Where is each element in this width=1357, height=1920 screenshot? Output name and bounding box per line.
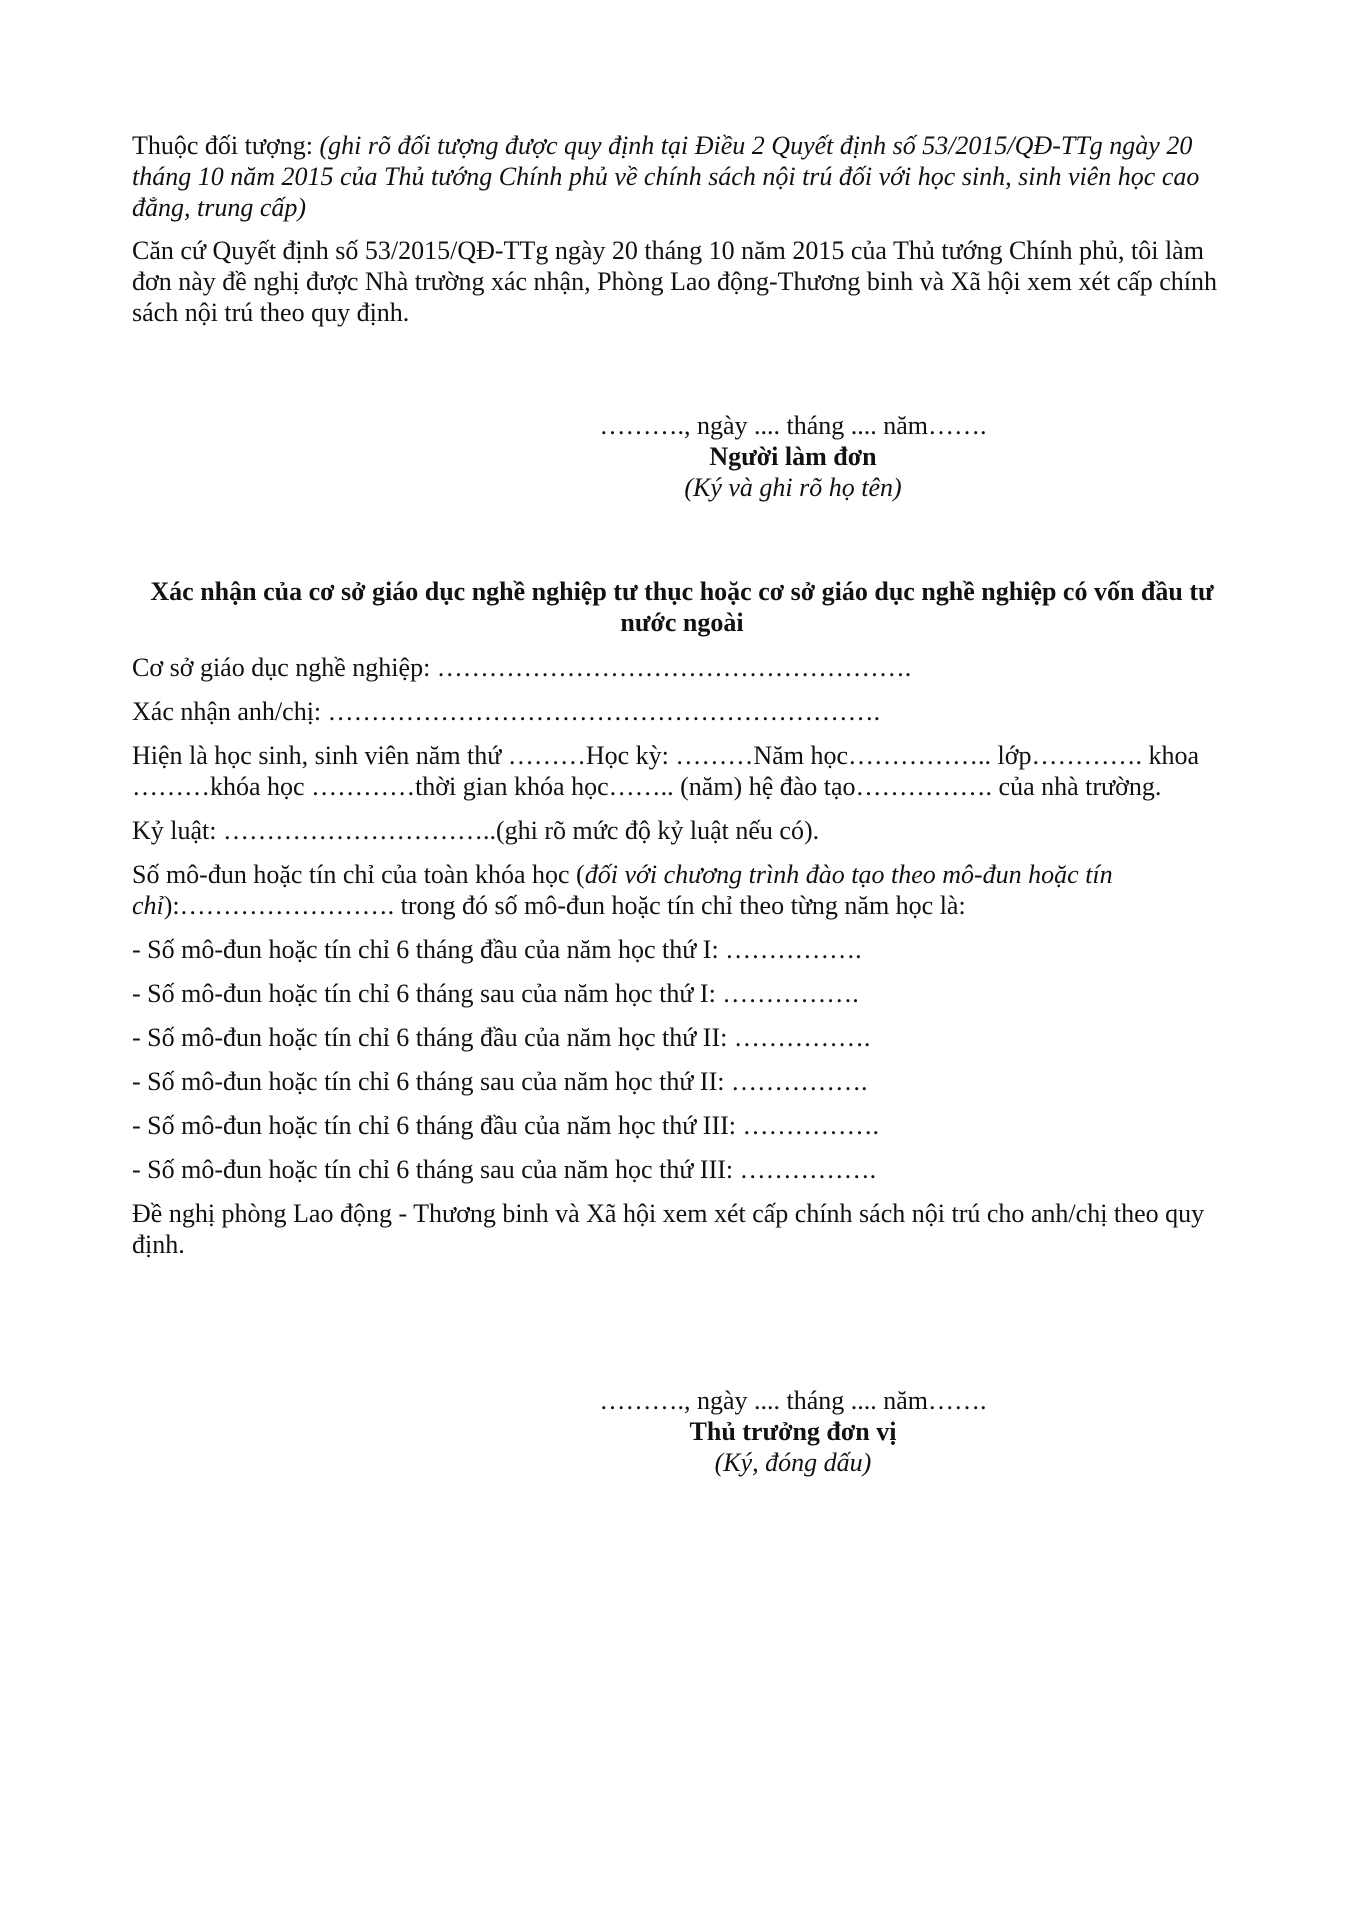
- institution-line: Cơ sở giáo dục nghề nghiệp: ……………………………………………….: [132, 653, 912, 682]
- module-line: - Số mô-đun hoặc tín chỉ 6 tháng đầu của năm học thứ III: …………….: [132, 1111, 879, 1140]
- target-label: Thuộc đối tượng:: [132, 131, 320, 160]
- intro-section: [132, 130, 1232, 340]
- confirm-person-line: Xác nhận anh/chị: ……………………………………………………….: [132, 697, 881, 726]
- target-paragraph: [132, 130, 1232, 223]
- basis-paragraph: Căn cứ Quyết định số 53/2015/QĐ-TTg ngày 20 tháng 10 năm 2015 của Thủ tướng Chính phủ, tôi làm đơn này đề nghị được Nhà trường xác nhận, Phòng Lao động-Thương binh và Xã hội xem xét cấp chính sách nội trú theo quy định.: [132, 236, 1218, 327]
- applicant-sign-note: (Ký và ghi rõ họ tên): [684, 473, 902, 502]
- applicant-date-line: ………., ngày .... tháng .... năm…….: [599, 411, 987, 440]
- module-line: - Số mô-đun hoặc tín chỉ 6 tháng sau của năm học thứ I: …………….: [132, 979, 859, 1008]
- module-line: - Số mô-đun hoặc tín chỉ 6 tháng đầu của năm học thứ II: …………….: [132, 1023, 871, 1052]
- applicant-title: Người làm đơn: [709, 442, 877, 471]
- discipline-line: Kỷ luật: …………………………..(ghi rõ mức độ kỷ luật nếu có).: [132, 816, 820, 845]
- head-sign-note: (Ký, đóng dấu): [714, 1448, 872, 1477]
- module-line: - Số mô-đun hoặc tín chỉ 6 tháng đầu của năm học thứ I: …………….: [132, 935, 862, 964]
- module-line: - Số mô-đun hoặc tín chỉ 6 tháng sau của năm học thứ III: …………….: [132, 1155, 877, 1184]
- modules-intro-paragraph: [132, 859, 1232, 921]
- target-note: (ghi rõ đối tượng được quy định tại Điều 2 Quyết định số 53/2015/QĐ-TTg ngày 20 tháng 10 năm 2015 của Thủ tướng Chính phủ về chính sách nội trú đối với học sinh, sinh viên học cao đẳng, trung cấp): [132, 131, 1200, 222]
- student-info-paragraph: Hiện là học sinh, sinh viên năm thứ ………Học kỳ: ………Năm học…………….. lớp…………. khoa ………khóa học …………thời gian khóa học…….. (năm) hệ đào tạo……………. của nhà trường.: [132, 741, 1200, 801]
- modules-intro-italic: đối với chương trình đào tạo theo mô-đun hoặc tín chỉ: [132, 860, 1113, 920]
- head-title: Thủ trưởng đơn vị: [689, 1417, 897, 1446]
- confirmation-heading: Xác nhận của cơ sở giáo dục nghề nghiệp tư thục hoặc cơ sở giáo dục nghề nghiệp có vốn đầu tư nước ngoài: [150, 577, 1214, 637]
- modules-intro-start: Số mô-đun hoặc tín chỉ của toàn khóa học (: [132, 860, 585, 889]
- head-signature-block: [493, 1385, 1093, 1478]
- applicant-signature-block: [493, 410, 1093, 503]
- request-paragraph: Đề nghị phòng Lao động - Thương binh và Xã hội xem xét cấp chính sách nội trú cho anh/chị theo quy định.: [132, 1199, 1205, 1259]
- module-line: - Số mô-đun hoặc tín chỉ 6 tháng sau của năm học thứ II: …………….: [132, 1067, 868, 1096]
- confirmation-section: [132, 652, 1232, 1273]
- head-date-line: ………., ngày .... tháng .... năm…….: [599, 1386, 987, 1415]
- modules-intro-end: ):……………………. trong đó số mô-đun hoặc tín chỉ theo từng năm học là:: [163, 891, 966, 920]
